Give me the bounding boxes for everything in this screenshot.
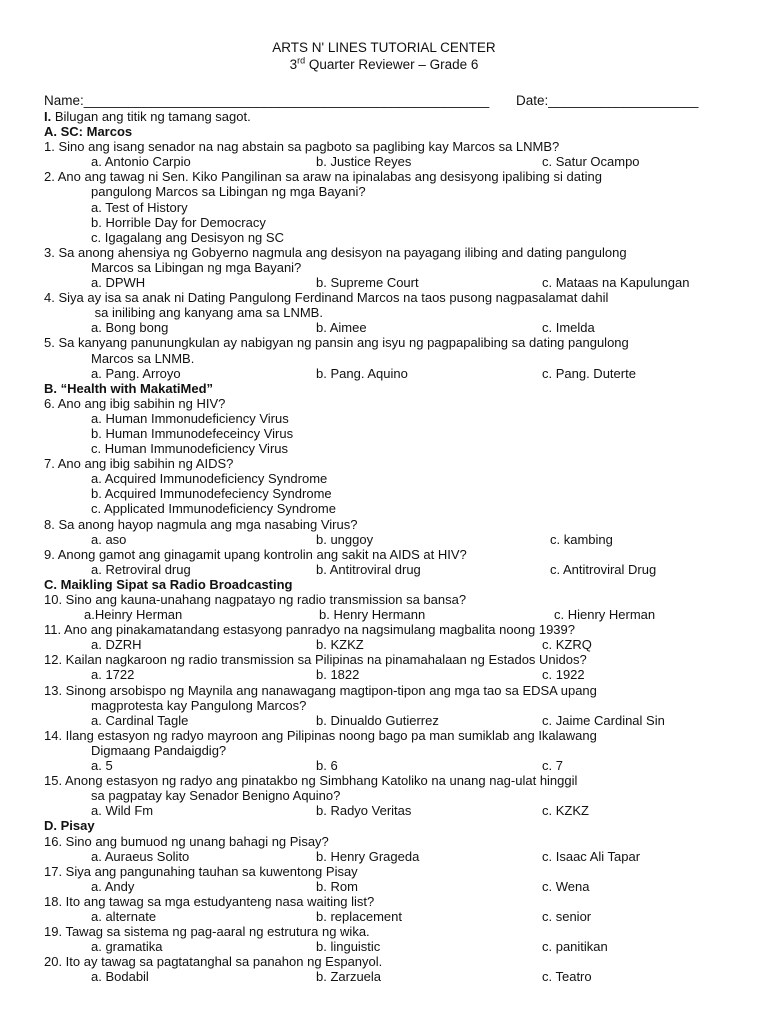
choice-16b[interactable]: b. Henry Grageda — [316, 848, 420, 864]
question-11: 11. Ano ang pinakamatandang estasyong panradyo na nagsimulang magbalita noong 1939? — [44, 622, 576, 638]
choice-10b[interactable]: b. Henry Hermann — [319, 607, 426, 623]
question-3-continuation: Marcos sa Libingan ng mga Bayani? — [91, 259, 302, 275]
section-heading-a: A. SC: Marcos — [44, 124, 133, 140]
question-4: 4. Siya ay isa sa anak ni Dating Pangulong Ferdinand Marcos na taos pusong nagpasalamat dahil — [44, 290, 609, 306]
choice-10c[interactable]: c. Hienry Herman — [554, 607, 656, 623]
instructions — [44, 109, 734, 124]
choice-7b[interactable]: b. Acquired Immunodefeciency Syndrome — [91, 486, 332, 502]
choices-13 — [44, 713, 734, 728]
choice-6b[interactable]: b. Human Immunodefeceincy Virus — [91, 425, 294, 441]
section-heading-d: D. Pisay — [44, 818, 95, 834]
choices-3 — [44, 275, 734, 290]
choices-10 — [44, 607, 734, 622]
choices-8 — [44, 532, 734, 547]
choice-14a[interactable]: a. 5 — [91, 758, 113, 774]
choice-2a[interactable]: a. Test of History — [91, 199, 188, 215]
question-10: 10. Sino ang kauna-unahang nagpatayo ng radio transmission sa bansa? — [44, 592, 467, 607]
choice-20c[interactable]: c. Teatro — [542, 969, 592, 985]
choice-15a[interactable]: a. Wild Fm — [91, 803, 154, 819]
section-heading-c: C. Maikling Sipat sa Radio Broadcasting — [44, 576, 293, 592]
question-14: 14. Ilang estasyon ng radyo mayroon ang Pilipinas noong bago pa man sumiklab ang Ikalawang — [44, 727, 597, 743]
choice-2c[interactable]: c. Igagalang ang Desisyon ng SC — [91, 229, 284, 245]
choice-8b[interactable]: b. unggoy — [316, 531, 374, 547]
choice-17a[interactable]: a. Andy — [91, 878, 135, 894]
question-19: 19. Tawag sa sistema ng pag-aaral ng estrutura ng wika. — [44, 924, 370, 940]
section-heading-b: B. “Health with MakatiMed” — [44, 380, 214, 396]
choice-16c[interactable]: c. Isaac Ali Tapar — [542, 848, 641, 864]
name-date-line — [44, 93, 724, 108]
choice-11b[interactable]: b. KZKZ — [316, 637, 364, 653]
grade-rest: Quarter Reviewer – Grade 6 — [305, 57, 479, 72]
name-field[interactable]: Name:______________________________________________________ — [44, 93, 490, 108]
grade-prefix: 3 — [289, 57, 298, 72]
choice-17b[interactable]: b. Rom — [316, 878, 358, 894]
choice-6a[interactable]: a. Human Immonudeficiency Virus — [91, 410, 289, 426]
choice-14b[interactable]: b. 6 — [316, 758, 338, 774]
question-8: 8. Sa anong hayop nagmula ang mga nasabing Virus? — [44, 516, 358, 532]
question-5: 5. Sa kanyang panunungkulan ay nabigyan ng pansin ang isyu ng pagpapalibing sa dating pangulong — [44, 335, 629, 351]
question-18: 18. Ito ang tawag sa mga estudyanteng nasa waiting list? — [44, 893, 375, 909]
choices-12 — [44, 667, 734, 682]
question-2: 2. Ano ang tawag ni Sen. Kiko Pangilinan sa araw na ipinalabas ang desisyong ipalibing si dating — [44, 169, 602, 185]
choice-12a[interactable]: a. 1722 — [91, 667, 135, 683]
question-6: 6. Ano ang ibig sabihin ng HIV? — [44, 395, 226, 411]
choices-14 — [44, 758, 734, 773]
question-3: 3. Sa anong ahensiya ng Gobyerno nagmula ang desisyon na payagang ilibing and dating pangulong — [44, 244, 627, 260]
reviewer-title — [0, 56, 768, 73]
choices-4 — [44, 320, 734, 335]
choices-17 — [44, 879, 734, 894]
choices-1 — [44, 154, 734, 169]
instructions-text: Bilugan ang titik ng tamang sagot. — [51, 109, 251, 124]
choice-19a[interactable]: a. gramatika — [91, 939, 163, 955]
question-13: 13. Sinong arsobispo ng Maynila ang nanawagang magtipon-tipon ang mga tao sa EDSA upang — [44, 682, 597, 698]
question-4-continuation: sa inilibing ang kanyang ama sa LNMB. — [91, 305, 323, 321]
choice-20a[interactable]: a. Bodabil — [91, 969, 149, 985]
choice-18b[interactable]: b. replacement — [316, 908, 402, 924]
choices-19 — [44, 939, 734, 954]
choice-15c[interactable]: c. KZKZ — [542, 803, 589, 819]
choice-8a[interactable]: a. aso — [91, 531, 127, 547]
choice-1a[interactable]: a. Antonio Carpio — [91, 154, 191, 170]
choice-16a[interactable]: a. Auraeus Solito — [91, 848, 190, 864]
choice-9b[interactable]: b. Antitroviral drug — [316, 561, 421, 577]
choice-1b[interactable]: b. Justice Reyes — [316, 154, 412, 170]
question-5-continuation: Marcos sa LNMB. — [91, 350, 195, 366]
choice-7c[interactable]: c. Applicated Immunodeficiency Syndrome — [91, 501, 336, 517]
center-name: ARTS N' LINES TUTORIAL CENTER — [272, 40, 496, 55]
choice-14c[interactable]: c. 7 — [542, 758, 563, 774]
question-16: 16. Sino ang bumuod ng unang bahagi ng Pisay? — [44, 833, 329, 849]
choice-12c[interactable]: c. 1922 — [542, 667, 585, 683]
question-13-continuation: magprotesta kay Pangulong Marcos? — [91, 697, 307, 713]
worksheet-header — [0, 39, 768, 73]
choice-19c[interactable]: c. panitikan — [542, 939, 608, 955]
question-1: 1. Sino ang isang senador na nag abstain sa pagboto sa paglibing kay Marcos sa LNMB? — [44, 139, 560, 155]
choices-15 — [44, 803, 734, 818]
choices-9 — [44, 562, 734, 577]
choice-6c[interactable]: c. Human Immunodeficiency Virus — [91, 441, 289, 457]
date-field[interactable]: Date:____________________ — [516, 93, 699, 108]
question-9: 9. Anong gamot ang ginagamit upang kontrolin ang sakit na AIDS at HIV? — [44, 546, 467, 562]
choice-12b[interactable]: b. 1822 — [316, 667, 360, 683]
choice-3a[interactable]: a. DPWH — [91, 275, 146, 291]
choices-16 — [44, 849, 734, 864]
choice-1c[interactable]: c. Satur Ocampo — [542, 154, 640, 170]
choice-18a[interactable]: a. alternate — [91, 908, 157, 924]
choice-13a[interactable]: a. Cardinal Tagle — [91, 712, 189, 728]
question-14-continuation: Digmaang Pandaigdig? — [91, 742, 227, 758]
choice-3c[interactable]: c. Mataas na Kapulungan — [542, 275, 690, 291]
choice-7a[interactable]: a. Acquired Immunodeficiency Syndrome — [91, 471, 328, 487]
choice-3b[interactable]: b. Supreme Court — [316, 275, 419, 291]
choices-5 — [44, 366, 734, 381]
choice-20b[interactable]: b. Zarzuela — [316, 969, 382, 985]
choice-17c[interactable]: c. Wena — [542, 878, 590, 894]
grade-sup: rd — [297, 55, 306, 66]
question-2-continuation: pangulong Marcos sa Libingan ng mga Bayani? — [91, 184, 366, 200]
instructions-number: I. — [44, 109, 52, 124]
question-list — [44, 109, 734, 984]
question-7: 7. Ano ang ibig sabihin ng AIDS? — [44, 456, 234, 472]
question-15-continuation: sa pagpatay kay Senador Benigno Aquino? — [91, 788, 341, 804]
choice-5b[interactable]: b. Pang. Aquino — [316, 365, 408, 381]
choice-11a[interactable]: a. DZRH — [91, 637, 142, 653]
choice-8c[interactable]: c. kambing — [550, 531, 613, 547]
choice-13b[interactable]: b. Dinualdo Gutierrez — [316, 712, 439, 728]
choices-20 — [44, 969, 734, 984]
choice-9c[interactable]: c. Antitroviral Drug — [550, 561, 657, 577]
question-20: 20. Ito ay tawag sa pagtatanghal sa panahon ng Espanyol. — [44, 954, 383, 970]
choice-13c[interactable]: c. Jaime Cardinal Sin — [542, 712, 665, 728]
choice-15b[interactable]: b. Radyo Veritas — [316, 803, 412, 819]
question-15: 15. Anong estasyon ng radyo ang pinatakbo ng Simbhang Katoliko na unang nag-ulat hinggil — [44, 773, 578, 789]
choice-4c[interactable]: c. Imelda — [542, 320, 595, 336]
choices-18 — [44, 909, 734, 924]
question-12: 12. Kailan nagkaroon ng radio transmission sa Pilipinas na pinamahalaan ng Estados Unidos? — [44, 652, 587, 668]
choice-4a[interactable]: a. Bong bong — [91, 320, 169, 336]
choice-2b[interactable]: b. Horrible Day for Democracy — [91, 214, 266, 230]
choice-18c[interactable]: c. senior — [542, 908, 592, 924]
choice-9a[interactable]: a. Retroviral drug — [91, 561, 191, 577]
choice-4b[interactable]: b. Aimee — [316, 320, 367, 336]
choice-10a[interactable]: a.Heinry Herman — [84, 607, 183, 623]
choice-19b[interactable]: b. linguistic — [316, 939, 381, 955]
question-17: 17. Siya ang pangunahing tauhan sa kuwentong Pisay — [44, 863, 358, 879]
choice-11c[interactable]: c. KZRQ — [542, 637, 592, 653]
choice-5c[interactable]: c. Pang. Duterte — [542, 365, 636, 381]
choices-11 — [44, 637, 734, 652]
choice-5a[interactable]: a. Pang. Arroyo — [91, 365, 181, 381]
